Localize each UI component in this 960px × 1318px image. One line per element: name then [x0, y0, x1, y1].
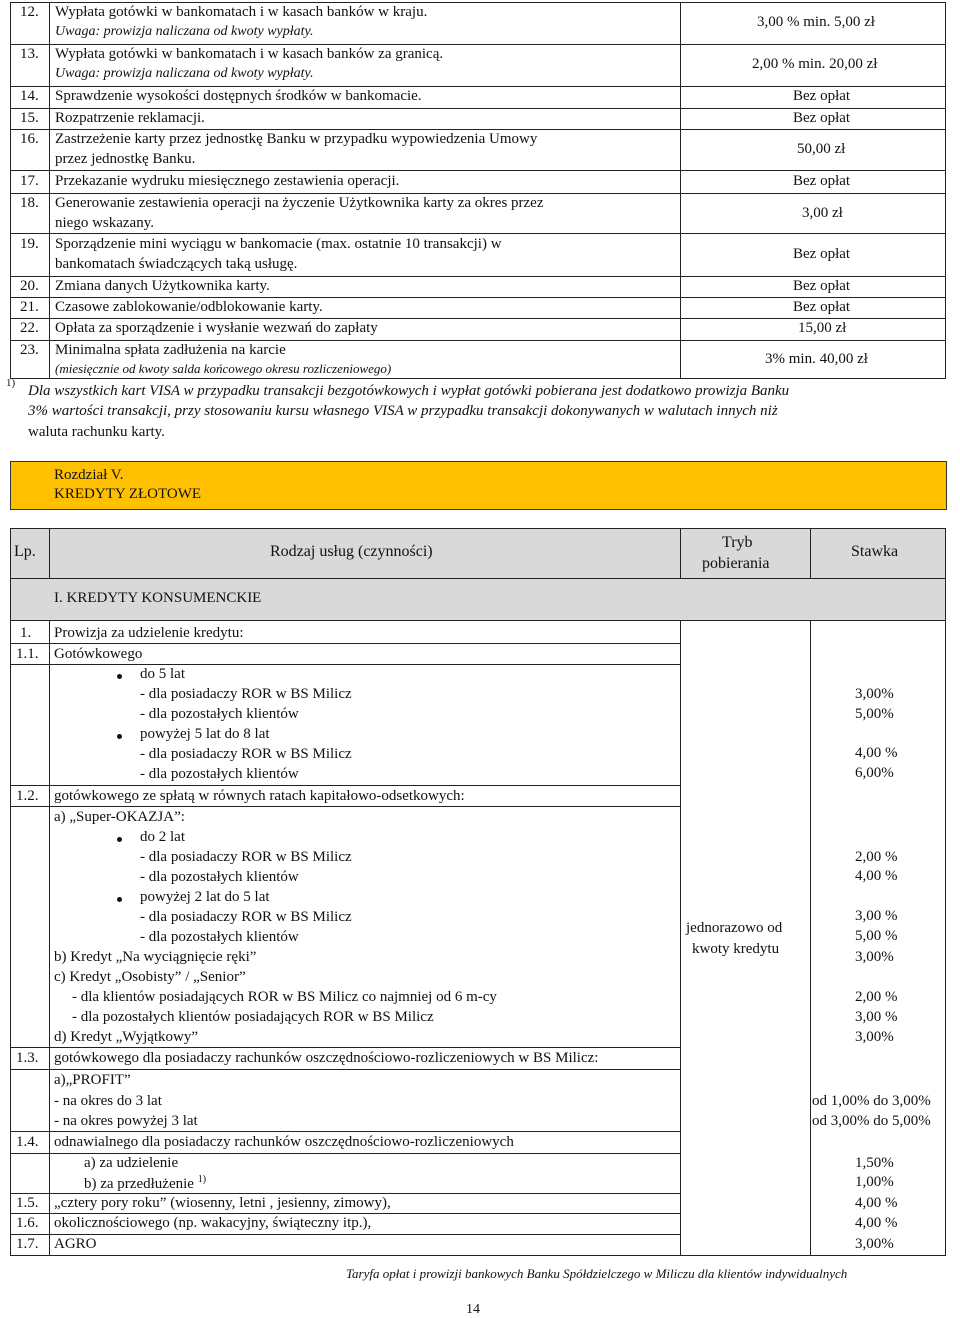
- row-number: 20.: [20, 278, 39, 294]
- list-item: a)„PROFIT”: [54, 1072, 131, 1088]
- row-number: 14.: [20, 88, 39, 104]
- row-text: Czasowe zablokowanie/odblokowanie karty.: [55, 299, 323, 315]
- row-rate: 3,00 % min. 5,00 zł: [757, 14, 875, 30]
- section-title-1: Rozdział V.: [54, 467, 124, 483]
- row-text: Sprawdzenie wysokości dostępnych środków w bankomacie.: [55, 88, 422, 104]
- row-text: Opłata za sporządzenie i wysłanie wezwań do zapłaty: [55, 320, 378, 336]
- row-number: 1.: [20, 625, 32, 641]
- footnote-line-3: waluta rachunku karty.: [28, 424, 165, 440]
- row-text: Przekazanie wydruku miesięcznego zestawienia operacji.: [55, 173, 400, 189]
- row-number: 23.: [20, 342, 39, 358]
- list-item: - dla klientów posiadających ROR w BS Milicz co najmniej od 6 m-cy: [72, 989, 497, 1005]
- list-item: - dla pozostałych klientów: [140, 766, 299, 782]
- row-rate: 50,00 zł: [797, 141, 846, 157]
- row-number: 1.7.: [16, 1236, 39, 1252]
- list-item: - dla posiadaczy ROR w BS Milicz: [140, 849, 352, 865]
- row-text: gotówkowego dla posiadaczy rachunków oszczędnościowo-rozliczeniowych w BS Milicz:: [54, 1050, 599, 1066]
- list-item-rate: 1,00%: [855, 1174, 894, 1190]
- row-rate: 2,00 % min. 20,00 zł: [752, 56, 878, 72]
- row-number: 17.: [20, 173, 39, 189]
- list-item-rate: 1,50%: [855, 1155, 894, 1171]
- subsection-title: I. KREDYTY KONSUMENCKIE: [54, 590, 262, 606]
- list-item-rate: 3,00%: [855, 949, 894, 965]
- header-lp: Lp.: [14, 543, 36, 560]
- list-item: a) „Super-OKAZJA”:: [54, 809, 185, 825]
- bullet-icon: [117, 674, 122, 679]
- list-item-rate: 3,00%: [855, 1029, 894, 1045]
- list-item: powyżej 5 lat do 8 lat: [140, 726, 270, 742]
- list-item: b) Kredyt „Na wyciągnięcie ręki”: [54, 949, 257, 965]
- page-number: 14: [466, 1302, 480, 1317]
- row-text: Sporządzenie mini wyciągu w bankomacie (max. ostatnie 10 transakcji) w: [55, 236, 502, 252]
- row-number: 1.2.: [16, 788, 39, 804]
- row-rate: 3% min. 40,00 zł: [765, 351, 868, 367]
- row-text: odnawialnego dla posiadaczy rachunków oszczędnościowo-rozliczeniowych: [54, 1134, 514, 1150]
- list-item: - dla pozostałych klientów: [140, 869, 299, 885]
- list-item-rate: 3,00%: [855, 686, 894, 702]
- mode-line-1: jednorazowo od: [686, 920, 783, 936]
- row-number: 1.1.: [16, 646, 39, 662]
- row-number: 1.6.: [16, 1215, 39, 1231]
- footnote-line-1: Dla wszystkich kart VISA w przypadku transakcji bezgotówkowych i wypłat gotówki pobierana jest dodatkowo prowizja Banku: [28, 383, 790, 399]
- row-rate: 15,00 zł: [798, 320, 847, 336]
- mode-line-2: kwoty kredytu: [692, 941, 780, 957]
- row-number: 1.3.: [16, 1050, 39, 1066]
- list-item-rate: od 3,00% do 5,00%: [812, 1113, 931, 1129]
- list-item-rate: 6,00%: [855, 765, 894, 781]
- row-text: Minimalna spłata zadłużenia na karcie: [55, 342, 286, 358]
- table-header-bg: [10, 528, 946, 578]
- bullet-icon: [117, 837, 122, 842]
- header-mode-2: pobierania: [702, 555, 770, 572]
- list-item-rate: 3,00 %: [855, 1009, 898, 1025]
- row-text: Rozpatrzenie reklamacji.: [55, 110, 205, 126]
- row-number: 15.: [20, 110, 39, 126]
- row-text: „cztery pory roku” (wiosenny, letni , jesienny, zimowy),: [54, 1195, 391, 1211]
- list-item-rate: 4,00 %: [855, 868, 898, 884]
- row-rate: Bez opłat: [793, 110, 851, 126]
- row-text: Generowanie zestawienia operacji na życzenie Użytkownika karty za okres przez: [55, 195, 544, 211]
- list-item: - dla posiadaczy ROR w BS Milicz: [140, 746, 352, 762]
- row-text: Prowizja za udzielenie kredytu:: [54, 625, 244, 641]
- list-item: [84, 1174, 206, 1193]
- row-rate: 3,00%: [855, 1236, 894, 1252]
- row-rate: 4,00 %: [855, 1215, 898, 1231]
- list-item: do 2 lat: [140, 829, 185, 845]
- row-rate: Bez opłat: [793, 88, 851, 104]
- header-service: Rodzaj usług (czynności): [270, 543, 433, 560]
- section-title-2: KREDYTY ZŁOTOWE: [54, 486, 202, 502]
- list-item-rate: 2,00 %: [855, 989, 898, 1005]
- row-rate: Bez opłat: [793, 278, 851, 294]
- row-rate: Bez opłat: [793, 173, 851, 189]
- list-item: - na okres powyżej 3 lat: [54, 1113, 198, 1129]
- row-text: AGRO: [54, 1236, 97, 1252]
- bullet-icon: [117, 897, 122, 902]
- row-note: Uwaga: prowizja naliczana od kwoty wypłaty.: [55, 24, 314, 39]
- row-rate: 3,00 zł: [802, 205, 843, 221]
- list-item: - dla pozostałych klientów: [140, 929, 299, 945]
- row-text: Zmiana danych Użytkownika karty.: [55, 278, 270, 294]
- list-item: - dla posiadaczy ROR w BS Milicz: [140, 686, 352, 702]
- row-number: 21.: [20, 299, 39, 315]
- row-number: 12.: [20, 4, 39, 20]
- list-item: a) za udzielenie: [84, 1155, 179, 1171]
- list-item-rate: od 1,00% do 3,00%: [812, 1093, 931, 1109]
- fees-table-top: [0, 0, 960, 380]
- footnote-mark: 1): [6, 377, 16, 389]
- footnote-line-2: 3% wartości transakcji, przy stosowaniu kursu własnego VISA w przypadku transakcji dokonywanych w walutach innych niż: [28, 403, 778, 419]
- row-text: Zastrzeżenie karty przez jednostkę Banku w przypadku wypowiedzenia Umowy: [55, 131, 538, 147]
- list-item-rate: 2,00 %: [855, 849, 898, 865]
- list-item-rate: 5,00 %: [855, 928, 898, 944]
- row-text: Gotówkowego: [54, 646, 143, 662]
- list-item: - dla pozostałych klientów posiadających ROR w BS Milicz: [72, 1009, 434, 1025]
- row-number: 22.: [20, 320, 39, 336]
- footnote-ref: 1): [197, 1174, 207, 1185]
- list-item-rate: 3,00 %: [855, 908, 898, 924]
- row-text-continued: przez jednostkę Banku.: [55, 151, 196, 167]
- list-item: - na okres do 3 lat: [54, 1093, 162, 1109]
- footer-caption: Taryfa opłat i prowizji bankowych Banku Spółdzielczego w Miliczu dla klientów indywidualnych: [346, 1266, 848, 1281]
- list-item-rate: 4,00 %: [855, 745, 898, 761]
- row-number: 18.: [20, 195, 39, 211]
- row-text: Wypłata gotówki w bankomatach i w kasach banków za granicą.: [55, 46, 444, 62]
- row-number: 19.: [20, 236, 39, 252]
- header-mode-1: Tryb: [722, 534, 753, 551]
- row-rate: Bez opłat: [793, 299, 851, 315]
- row-text-continued: niego wskazany.: [55, 215, 154, 231]
- row-text: okolicznościowego (np. wakacyjny, świąteczny itp.),: [54, 1215, 372, 1231]
- row-number: 13.: [20, 46, 39, 62]
- row-number: 1.5.: [16, 1195, 39, 1211]
- row-text: Wypłata gotówki w bankomatach i w kasach banków w kraju.: [55, 4, 428, 20]
- row-text-continued: bankomatach świadczących taką usługę.: [55, 256, 298, 272]
- row-note: (miesięcznie od kwoty salda końcowego okresu rozliczeniowego): [55, 361, 392, 376]
- list-item-text: b) za przedłużenie: [84, 1176, 194, 1192]
- row-number: 1.4.: [16, 1134, 39, 1150]
- list-item: do 5 lat: [140, 666, 185, 682]
- list-item: - dla pozostałych klientów: [140, 706, 299, 722]
- header-rate: Stawka: [851, 543, 899, 560]
- row-number: 16.: [20, 131, 39, 147]
- row-text: gotówkowego ze spłatą w równych ratach kapitałowo-odsetkowych:: [54, 788, 465, 804]
- list-item: c) Kredyt „Osobisty” / „Senior”: [54, 969, 246, 985]
- row-rate: Bez opłat: [793, 246, 851, 262]
- bullet-icon: [117, 734, 122, 739]
- list-item: d) Kredyt „Wyjątkowy”: [54, 1029, 199, 1045]
- row-note: Uwaga: prowizja naliczana od kwoty wypłaty.: [55, 66, 314, 81]
- list-item: - dla posiadaczy ROR w BS Milicz: [140, 909, 352, 925]
- row-rate: 4,00 %: [855, 1195, 898, 1211]
- list-item-rate: 5,00%: [855, 706, 894, 722]
- list-item: powyżej 2 lat do 5 lat: [140, 889, 270, 905]
